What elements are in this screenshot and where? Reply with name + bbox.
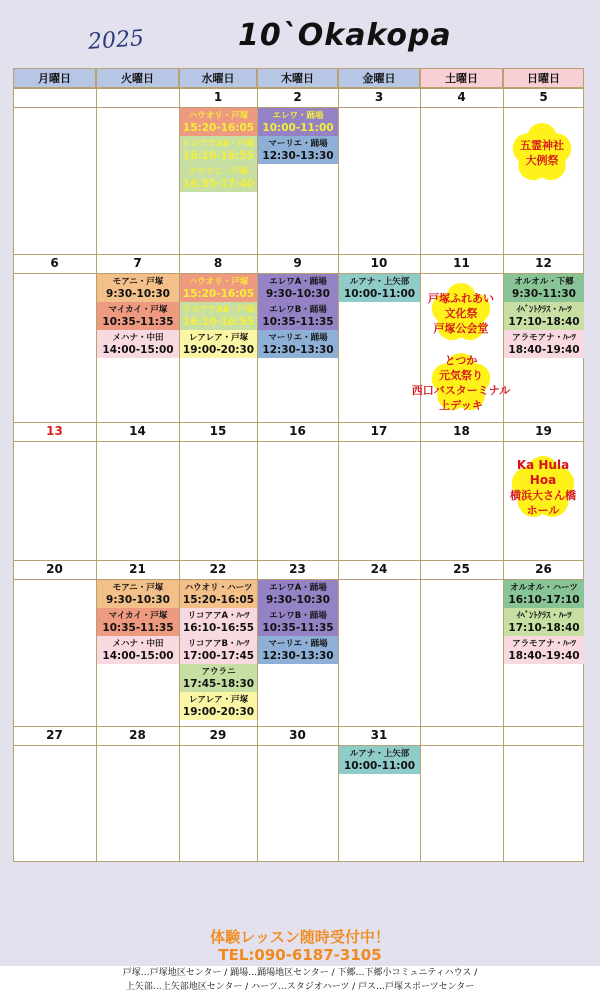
day-number[interactable]: 14	[129, 424, 146, 438]
class-name: メハナ・中田	[112, 333, 164, 343]
class-time: 17:10-18:40	[508, 622, 580, 634]
class-time: 14:00-15:00	[102, 650, 174, 662]
class-time: 15:20-16:05	[182, 288, 255, 300]
class-name: マイカイ・戸塚	[108, 305, 168, 315]
special-event[interactable]	[406, 353, 516, 413]
class-name: ルアナ・上矢部	[349, 277, 410, 287]
class-event[interactable]	[339, 746, 420, 774]
grid-line	[13, 861, 584, 862]
special-event-line: 五霊神社	[520, 139, 564, 152]
class-name: マーリエ・踊場	[268, 333, 328, 343]
grid-line	[13, 441, 584, 442]
class-event[interactable]	[504, 274, 584, 302]
class-event[interactable]	[180, 692, 257, 720]
day-number[interactable]: 29	[209, 728, 227, 742]
class-name: ハウオリ・戸塚	[188, 111, 249, 121]
class-name: ｲﾍﾞﾝﾄｸﾗｽ・ﾊｰﾂ	[516, 305, 572, 315]
special-event-line: とつか	[444, 354, 478, 367]
class-time: 12:30-13:30	[262, 150, 334, 162]
day-number[interactable]: 24	[370, 562, 388, 576]
class-time: 16:10-16:55	[182, 316, 255, 328]
class-name: エレワB・踊場	[269, 305, 327, 315]
class-event[interactable]	[180, 274, 257, 302]
day-number[interactable]: 22	[209, 562, 227, 576]
class-event[interactable]	[258, 580, 338, 608]
class-name: エレワ・踊場	[272, 111, 324, 121]
class-name: アウラニ・戸塚	[188, 167, 249, 177]
class-event[interactable]	[180, 636, 257, 664]
class-name: レアレア・戸塚	[188, 695, 249, 705]
special-event-line: Hoa	[529, 473, 557, 487]
class-time: 10:35-11:35	[262, 622, 334, 634]
class-event[interactable]	[258, 636, 338, 664]
day-number[interactable]: 2	[293, 90, 302, 104]
legend-line-1: 戸塚…戸塚地区センター / 踊場…踊場地区センター / 下郷…下郷小コミュニティハウス /	[122, 968, 478, 978]
day-number[interactable]: 16	[289, 424, 306, 438]
class-time: 15:20-16:05	[182, 122, 255, 134]
class-name: リコアアB・ﾊｰﾂ	[187, 639, 250, 649]
day-number[interactable]: 9	[293, 256, 302, 270]
day-number[interactable]: 6	[50, 256, 59, 270]
class-event[interactable]	[180, 164, 257, 192]
class-time: 16:55-17:40	[182, 178, 255, 190]
day-number[interactable]: 25	[453, 562, 470, 576]
special-event-line: 横浜大さん橋	[510, 489, 576, 502]
class-event[interactable]	[258, 274, 338, 302]
class-name: エレワA・踊場	[269, 583, 327, 593]
weekday-header: 木曜日	[257, 68, 338, 88]
class-name: ｲﾍﾞﾝﾄｸﾗｽ・ﾊｰﾂ	[516, 611, 572, 621]
class-event[interactable]	[180, 608, 257, 636]
class-name: ハウオリ・戸塚	[188, 277, 249, 287]
class-name: オルオル・ハーツ	[510, 583, 578, 593]
weekday-header: 水曜日	[179, 68, 257, 88]
day-number[interactable]: 7	[133, 256, 142, 270]
class-time: 15:20-16:05	[182, 594, 255, 606]
class-event[interactable]	[97, 274, 179, 302]
day-number[interactable]: 28	[129, 728, 146, 742]
grid-line	[13, 745, 584, 746]
class-time: 14:00-15:00	[102, 344, 174, 356]
day-number[interactable]: 1	[213, 90, 223, 104]
class-event[interactable]	[504, 302, 584, 330]
day-number[interactable]: 23	[289, 562, 306, 576]
class-event[interactable]	[339, 274, 420, 302]
class-event[interactable]	[504, 330, 584, 358]
class-time: 18:40-19:40	[508, 344, 580, 356]
class-time: 16:10-16:55	[182, 150, 255, 162]
class-name: ハウオリ・ハーツ	[184, 583, 253, 593]
class-name: エレワB・踊場	[269, 611, 327, 621]
class-event[interactable]	[97, 580, 179, 608]
class-name: アラモアナ・ﾊｰﾂ	[512, 333, 576, 343]
class-time: 10:00-11:00	[343, 760, 416, 772]
weekday-header: 日曜日	[503, 68, 584, 88]
class-name: エレワA・踊場	[269, 277, 327, 287]
class-time: 10:35-11:35	[102, 622, 174, 634]
day-number[interactable]: 11	[453, 256, 470, 270]
class-time: 16:10-17:10	[508, 594, 580, 606]
class-name: アラモアナ・ﾊｰﾂ	[512, 639, 576, 649]
special-event[interactable]	[420, 291, 503, 336]
day-number[interactable]: 5	[539, 90, 548, 104]
class-event[interactable]	[97, 330, 179, 358]
special-event[interactable]	[501, 138, 584, 168]
class-time: 10:00-11:00	[343, 288, 416, 300]
class-event[interactable]	[180, 580, 257, 608]
class-time: 17:00-17:45	[182, 650, 255, 662]
calendar-grid	[13, 68, 584, 862]
class-event[interactable]	[258, 302, 338, 330]
class-name: モアニ・戸塚	[112, 277, 164, 287]
weekday-header: 火曜日	[96, 68, 179, 88]
day-number[interactable]: 15	[209, 424, 227, 438]
class-event[interactable]	[180, 330, 257, 358]
month-title: 10`Okakopa	[238, 18, 452, 53]
class-time: 9:30-10:30	[266, 288, 330, 300]
day-number[interactable]: 10	[370, 256, 388, 270]
class-time: 9:30-10:30	[266, 594, 330, 606]
day-number[interactable]: 12	[535, 256, 552, 270]
day-number[interactable]: 18	[453, 424, 470, 438]
day-number[interactable]: 27	[46, 728, 63, 742]
day-number[interactable]: 8	[213, 256, 223, 270]
class-event[interactable]	[258, 136, 338, 164]
class-time: 12:30-13:30	[262, 344, 334, 356]
class-name: レアレア・戸塚	[188, 333, 249, 343]
location-legend	[0, 966, 600, 1008]
day-number[interactable]: 21	[129, 562, 146, 576]
class-name: マイカイ・戸塚	[108, 611, 168, 621]
class-time: 10:00-11:00	[262, 122, 334, 134]
class-time: 9:30-10:30	[106, 288, 170, 300]
day-number[interactable]: 19	[535, 424, 552, 438]
class-time: 9:30-11:30	[512, 288, 576, 300]
class-name: モアニ・戸塚	[112, 583, 164, 593]
class-name: リコアアA・ﾊｰﾂ	[187, 611, 250, 621]
class-name: マーリエ・踊場	[268, 639, 328, 649]
special-event-line: Ka Hula	[516, 458, 570, 472]
class-time: 10:35-11:35	[262, 316, 334, 328]
class-name: マーリエ・踊場	[268, 139, 328, 149]
class-event[interactable]	[180, 136, 257, 164]
class-time: 19:00-20:30	[182, 344, 255, 356]
special-event-line: 戸塚公会堂	[433, 321, 489, 335]
special-event-line: 戸塚ふれあい	[428, 291, 494, 305]
class-event[interactable]	[258, 330, 338, 358]
weekday-header: 金曜日	[338, 68, 420, 88]
class-name: リコアアAB・戸塚	[182, 305, 255, 315]
day-number[interactable]: 4	[457, 90, 466, 104]
day-number[interactable]: 26	[535, 562, 552, 576]
class-event[interactable]	[258, 108, 338, 136]
class-name: ルアナ・上矢部	[349, 749, 410, 759]
class-time: 17:45-18:30	[182, 678, 255, 690]
weekday-header: 土曜日	[420, 68, 503, 88]
class-time: 17:10-18:40	[508, 316, 580, 328]
class-event[interactable]	[180, 302, 257, 330]
class-event[interactable]	[258, 608, 338, 636]
class-event[interactable]	[97, 636, 179, 664]
class-name: メハナ・中田	[112, 639, 164, 649]
class-name: リコアアAB・戸塚	[182, 139, 255, 149]
class-event[interactable]	[180, 108, 257, 136]
legend-line-2: 上矢部…上矢部地区センター / ハーツ…スタジオハーツ / 戸ス…戸塚スポーツセンター	[125, 982, 475, 992]
special-event-line: 文化祭	[444, 306, 478, 320]
day-number[interactable]: 13	[46, 424, 63, 438]
special-event-line: 大例祭	[525, 154, 559, 167]
special-event-line: 西口バスターミナル	[411, 384, 511, 397]
day-number[interactable]: 31	[370, 728, 388, 742]
class-event[interactable]	[504, 608, 584, 636]
day-number[interactable]: 30	[289, 728, 306, 742]
class-event[interactable]	[180, 664, 257, 692]
phone-number: TEL:090-6187-3105	[218, 946, 382, 964]
class-time: 10:35-11:35	[102, 316, 174, 328]
class-time: 16:10-16:55	[182, 622, 255, 634]
class-time: 19:00-20:30	[182, 706, 255, 718]
trial-lesson-notice: 体験レッスン随時受付中！	[210, 928, 390, 946]
day-number[interactable]: 20	[46, 562, 63, 576]
class-time: 9:30-10:30	[106, 594, 170, 606]
class-name: アウラニ	[201, 667, 236, 677]
day-number[interactable]: 17	[370, 424, 388, 438]
day-number[interactable]: 3	[374, 90, 384, 104]
class-time: 12:30-13:30	[262, 650, 334, 662]
class-event[interactable]	[97, 302, 179, 330]
class-name: オルオル・下郷	[514, 277, 574, 287]
class-time: 18:40-19:40	[508, 650, 580, 662]
year-label: 2025	[87, 26, 145, 55]
special-event-line: 上デッキ	[439, 399, 483, 412]
class-event[interactable]	[97, 608, 179, 636]
special-event-line: ホール	[526, 504, 560, 517]
class-event[interactable]	[504, 636, 584, 664]
special-event-line: 元気祭り	[439, 369, 483, 382]
class-event[interactable]	[504, 580, 584, 608]
weekday-header: 月曜日	[13, 68, 96, 88]
special-event[interactable]	[502, 458, 585, 518]
